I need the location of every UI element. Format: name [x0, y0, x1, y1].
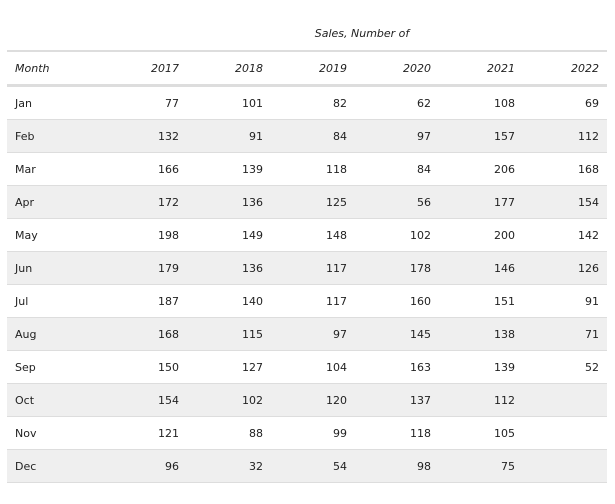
data-cell: 98 — [355, 450, 439, 483]
data-cell — [523, 417, 607, 450]
data-cell: 105 — [439, 417, 523, 450]
data-cell: 102 — [355, 219, 439, 252]
data-cell: 127 — [187, 351, 271, 384]
column-header-month: Month — [15, 61, 50, 75]
row-label-month: Dec — [7, 450, 103, 483]
data-cell: 137 — [355, 384, 439, 417]
data-cell: 187 — [103, 285, 187, 318]
data-cell: 136 — [187, 252, 271, 285]
data-cell: 157 — [439, 120, 523, 153]
data-cell: 136 — [187, 186, 271, 219]
data-cell: 52 — [523, 351, 607, 384]
data-cell: 112 — [439, 384, 523, 417]
sales-table — [7, 50, 607, 483]
table-row — [7, 285, 607, 318]
data-cell: 142 — [523, 219, 607, 252]
table-body — [7, 86, 607, 483]
data-cell: 104 — [271, 351, 355, 384]
data-cell: 168 — [523, 153, 607, 186]
data-cell: 146 — [439, 252, 523, 285]
data-cell: 62 — [355, 86, 439, 120]
data-cell: 160 — [355, 285, 439, 318]
data-cell: 149 — [187, 219, 271, 252]
data-cell: 96 — [103, 450, 187, 483]
data-cell: 97 — [271, 318, 355, 351]
data-cell: 102 — [187, 384, 271, 417]
table-title: Sales, Number of — [314, 27, 410, 40]
data-cell: 139 — [439, 351, 523, 384]
table-row — [7, 351, 607, 384]
data-cell: 120 — [271, 384, 355, 417]
data-cell: 84 — [271, 120, 355, 153]
data-cell: 121 — [103, 417, 187, 450]
data-cell — [523, 450, 607, 483]
table-row — [7, 384, 607, 417]
table-super-header — [7, 0, 607, 50]
row-label-month: Jul — [7, 285, 103, 318]
data-cell — [523, 384, 607, 417]
column-header-year: 2018 — [235, 61, 263, 75]
data-cell: 148 — [271, 219, 355, 252]
data-cell: 150 — [103, 351, 187, 384]
table-row — [7, 153, 607, 186]
data-cell: 84 — [355, 153, 439, 186]
table-row — [7, 86, 607, 120]
row-label-month: Oct — [7, 384, 103, 417]
data-cell: 126 — [523, 252, 607, 285]
data-cell: 154 — [103, 384, 187, 417]
data-cell: 163 — [355, 351, 439, 384]
data-cell: 91 — [523, 285, 607, 318]
data-cell: 117 — [271, 252, 355, 285]
column-header-year: 2017 — [151, 61, 179, 75]
table-row — [7, 318, 607, 351]
data-cell: 206 — [439, 153, 523, 186]
data-cell: 178 — [355, 252, 439, 285]
table-row — [7, 219, 607, 252]
header-row — [7, 51, 607, 86]
data-cell: 139 — [187, 153, 271, 186]
data-cell: 71 — [523, 318, 607, 351]
data-cell: 88 — [187, 417, 271, 450]
row-label-month: Aug — [7, 318, 103, 351]
data-cell: 118 — [271, 153, 355, 186]
data-cell: 112 — [523, 120, 607, 153]
pivot-table-container — [7, 0, 607, 483]
data-cell: 82 — [271, 86, 355, 120]
data-cell: 115 — [187, 318, 271, 351]
row-label-month: Sep — [7, 351, 103, 384]
data-cell: 166 — [103, 153, 187, 186]
row-label-month: Mar — [7, 153, 103, 186]
row-label-month: Jun — [7, 252, 103, 285]
row-label-month: May — [7, 219, 103, 252]
data-cell: 75 — [439, 450, 523, 483]
table-row — [7, 450, 607, 483]
data-cell: 140 — [187, 285, 271, 318]
data-cell: 56 — [355, 186, 439, 219]
data-cell: 125 — [271, 186, 355, 219]
row-label-month: Jan — [7, 86, 103, 120]
data-cell: 69 — [523, 86, 607, 120]
data-cell: 101 — [187, 86, 271, 120]
data-cell: 32 — [187, 450, 271, 483]
data-cell: 198 — [103, 219, 187, 252]
column-header-year: 2020 — [403, 61, 431, 75]
data-cell: 177 — [439, 186, 523, 219]
column-header-year: 2022 — [571, 61, 599, 75]
data-cell: 97 — [355, 120, 439, 153]
data-cell: 179 — [103, 252, 187, 285]
data-cell: 172 — [103, 186, 187, 219]
data-cell: 151 — [439, 285, 523, 318]
data-cell: 168 — [103, 318, 187, 351]
row-label-month: Apr — [7, 186, 103, 219]
data-cell: 117 — [271, 285, 355, 318]
column-header-year: 2019 — [319, 61, 347, 75]
table-row — [7, 120, 607, 153]
data-cell: 200 — [439, 219, 523, 252]
data-cell: 132 — [103, 120, 187, 153]
column-header-year: 2021 — [487, 61, 515, 75]
data-cell: 138 — [439, 318, 523, 351]
data-cell: 77 — [103, 86, 187, 120]
data-cell: 154 — [523, 186, 607, 219]
data-cell: 91 — [187, 120, 271, 153]
row-label-month: Nov — [7, 417, 103, 450]
data-cell: 54 — [271, 450, 355, 483]
table-row — [7, 417, 607, 450]
data-cell: 99 — [271, 417, 355, 450]
row-label-month: Feb — [7, 120, 103, 153]
table-row — [7, 252, 607, 285]
table-row — [7, 186, 607, 219]
data-cell: 145 — [355, 318, 439, 351]
data-cell: 118 — [355, 417, 439, 450]
data-cell: 108 — [439, 86, 523, 120]
